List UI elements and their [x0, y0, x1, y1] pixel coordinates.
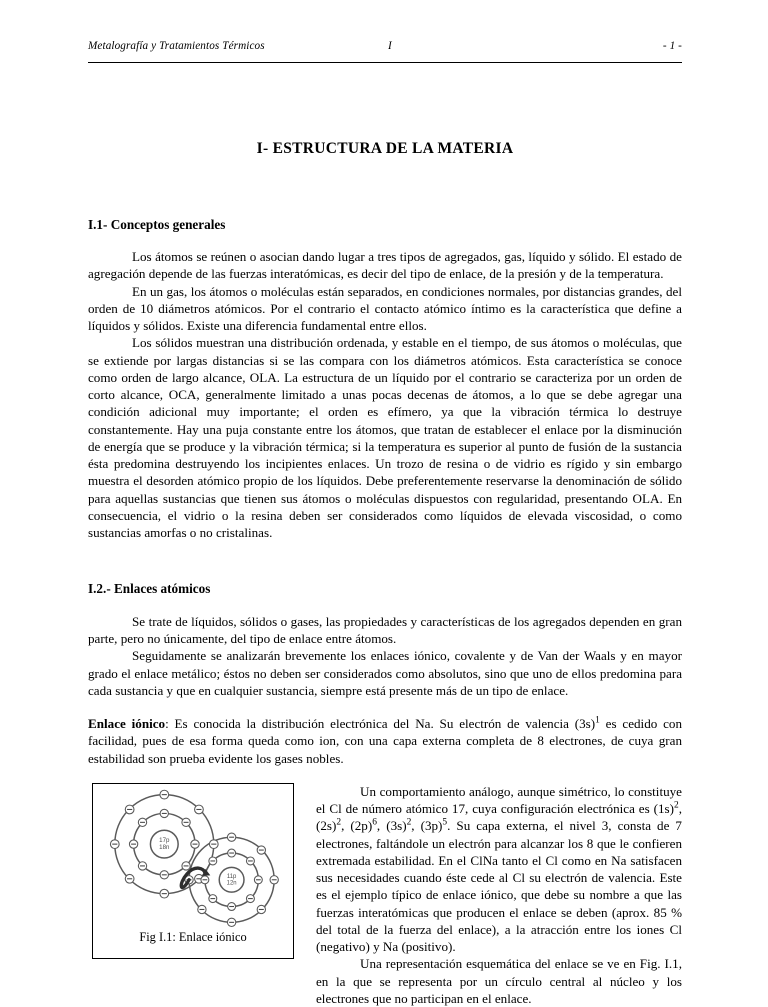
header-page-number: - 1 - [662, 40, 682, 52]
paragraph: Los átomos se reúnen o asocian dando lugar a tres tipos de agregados, gas, líquido y sólido. El estado de agregación depende de las fuerzas interatómicas, es decir del tipo de enlace, de la presión y de la temperatura. [88, 249, 682, 282]
paragraph: Los sólidos muestran una distribución ordenada, y estable en el tiempo, de sus átomos o moléculas, que se extiende por largas distancias si se las compara con los diámetros atómicos. Esta característica se conoce como orden de largo alcance, OLA. La estructura de un líquido por el contrario se caracteriza por un orden de corto alcance, OCA, generalmente limitado a unas pocas decenas de átomos, a lo que se debe agregar una condición adicional muy importante; el orden es efímero, ya que la vibración térmica lo destruye constantemente. Hay una puja constante entre los átomos, que tratan de establecer el enlace por la disminución de energía que se produce y la vibración térmica; si la temperatura es superior al punto de fusión de la sustancia ésta predomina destruyendo los incipientes enlaces. Un trozo de resina o de vidrio es rígido y sin embargo muestra el desorden atómico propio de los líquidos. Debe preferentemente reservarse la denominación de sólido para aquellas sustancias que tienen sus átomos o moléculas dispuestos con regularidad, presentando OLA. En consecuencia, el vidrio o la resina deben ser considerados como líquidos de elevada viscosidad, o como sustancias amorfas o no cristalinas. [88, 335, 682, 541]
figure-caption: Fig I.1: Enlace iónico [139, 929, 247, 944]
sc-sup-2p: 6 [372, 817, 377, 828]
page-header [88, 40, 682, 63]
sc-text-f: . Su capa externa, el nivel 3, consta de 7 electrones, faltándole un electrón para alcanzar los 8 que le confieren extremada estabilidad. En el ClNa tanto el Cl como en Na satisfacen sus necesidades cuando éste cede al Cl su electrón de valencia. Este es el ejemplo típico de enlace iónico, que debe su nombre a que las fuerzas interatómicas que producen el enlace se deben (aprox. 85 % del total de la fuerza del enlace), a la atracción entre los iones Cl (negativo) y Na (positivo). [316, 818, 682, 955]
enlace-ionico-text-b: es cedido con facilidad, pues de esa forma queda como ion, con una capa externa completa de 8 electrones, de cuya gran estabilidad son prueba evidente los gases nobles. [88, 716, 683, 766]
sc-sup-1s: 2 [674, 800, 679, 811]
paragraph-cl-configuration [316, 783, 682, 956]
paragraph-enlace-ionico [88, 715, 682, 767]
figure-and-text-row [88, 783, 682, 1007]
cl-nucleus-protons: 17p [159, 836, 170, 844]
sc-sup-2s: 2 [336, 817, 342, 828]
ionic-bond-diagram [93, 784, 293, 930]
header-left-title: Metalografía y Tratamientos Térmicos [88, 40, 265, 52]
enlace-ionico-label: Enlace iónico [88, 716, 166, 732]
document-body [88, 140, 682, 1007]
paragraph: Seguidamente se analizarán brevemente los enlaces iónico, covalente y de Van der Waals y en mayor grado el enlace metálico; éstos no deben ser considerados como absolutos, sino que uno de ellos predomina para cada sustancia y que en cualquier sustancia, siempre está presente más de un tipo de enlace. [88, 648, 682, 698]
figure-side-text-column [316, 783, 682, 1007]
paragraph-schematic-representation: Una representación esquemática del enlace se ve en Fig. I.1, en la que se representa por un círculo central al núcleo y los electrones que no participan en el enlace. [316, 956, 682, 1006]
sc-text-d: , (3s) [376, 818, 407, 834]
sc-sup-3s: 2 [406, 817, 412, 828]
na-nucleus-protons: 11p [226, 873, 237, 880]
section-heading-i2: I.2.- Enlaces atómicos [88, 581, 211, 597]
section-heading-i1: I.1- Conceptos generales [88, 216, 226, 232]
sc-text-b: , (2s) [316, 801, 682, 834]
sc-text-a: Un comportamiento análogo, aunque simétrico, lo constituye el Cl de número atómico 17, cuya configuración electrónica es (1s) [316, 783, 682, 817]
paragraph: En un gas, los átomos o moléculas están separados, en condiciones normales, por distancias grandes, del orden de 10 diámetros atómicos. Por el contrario el contacto atómico íntimo es la característica que define a líquidos y sólidos. Existe una diferencia fundamental entre ellos. [88, 283, 682, 334]
sc-text-e: , (3p) [411, 818, 443, 834]
page-title: I- ESTRUCTURA DE LA MATERIA [256, 140, 514, 157]
header-chapter-number: I [388, 40, 392, 52]
paragraph: Se trate de líquidos, sólidos o gases, las propiedades y características de los agregados dependen en gran parte, pero no únicamente, del tipo de enlace entre átomos. [88, 613, 682, 647]
na-nucleus-neutrons: 12n [226, 880, 237, 887]
sc-text-c: , (2p) [341, 818, 373, 834]
cl-nucleus-neutrons: 18n [159, 843, 170, 851]
figure-i1 [92, 783, 294, 959]
sc-sup-3p: 5 [442, 817, 448, 828]
superscript-valence: 1 [595, 715, 600, 726]
enlace-ionico-text-a: : Es conocida la distribución electrónica del Na. Su electrón de valencia (3s) [165, 716, 596, 732]
